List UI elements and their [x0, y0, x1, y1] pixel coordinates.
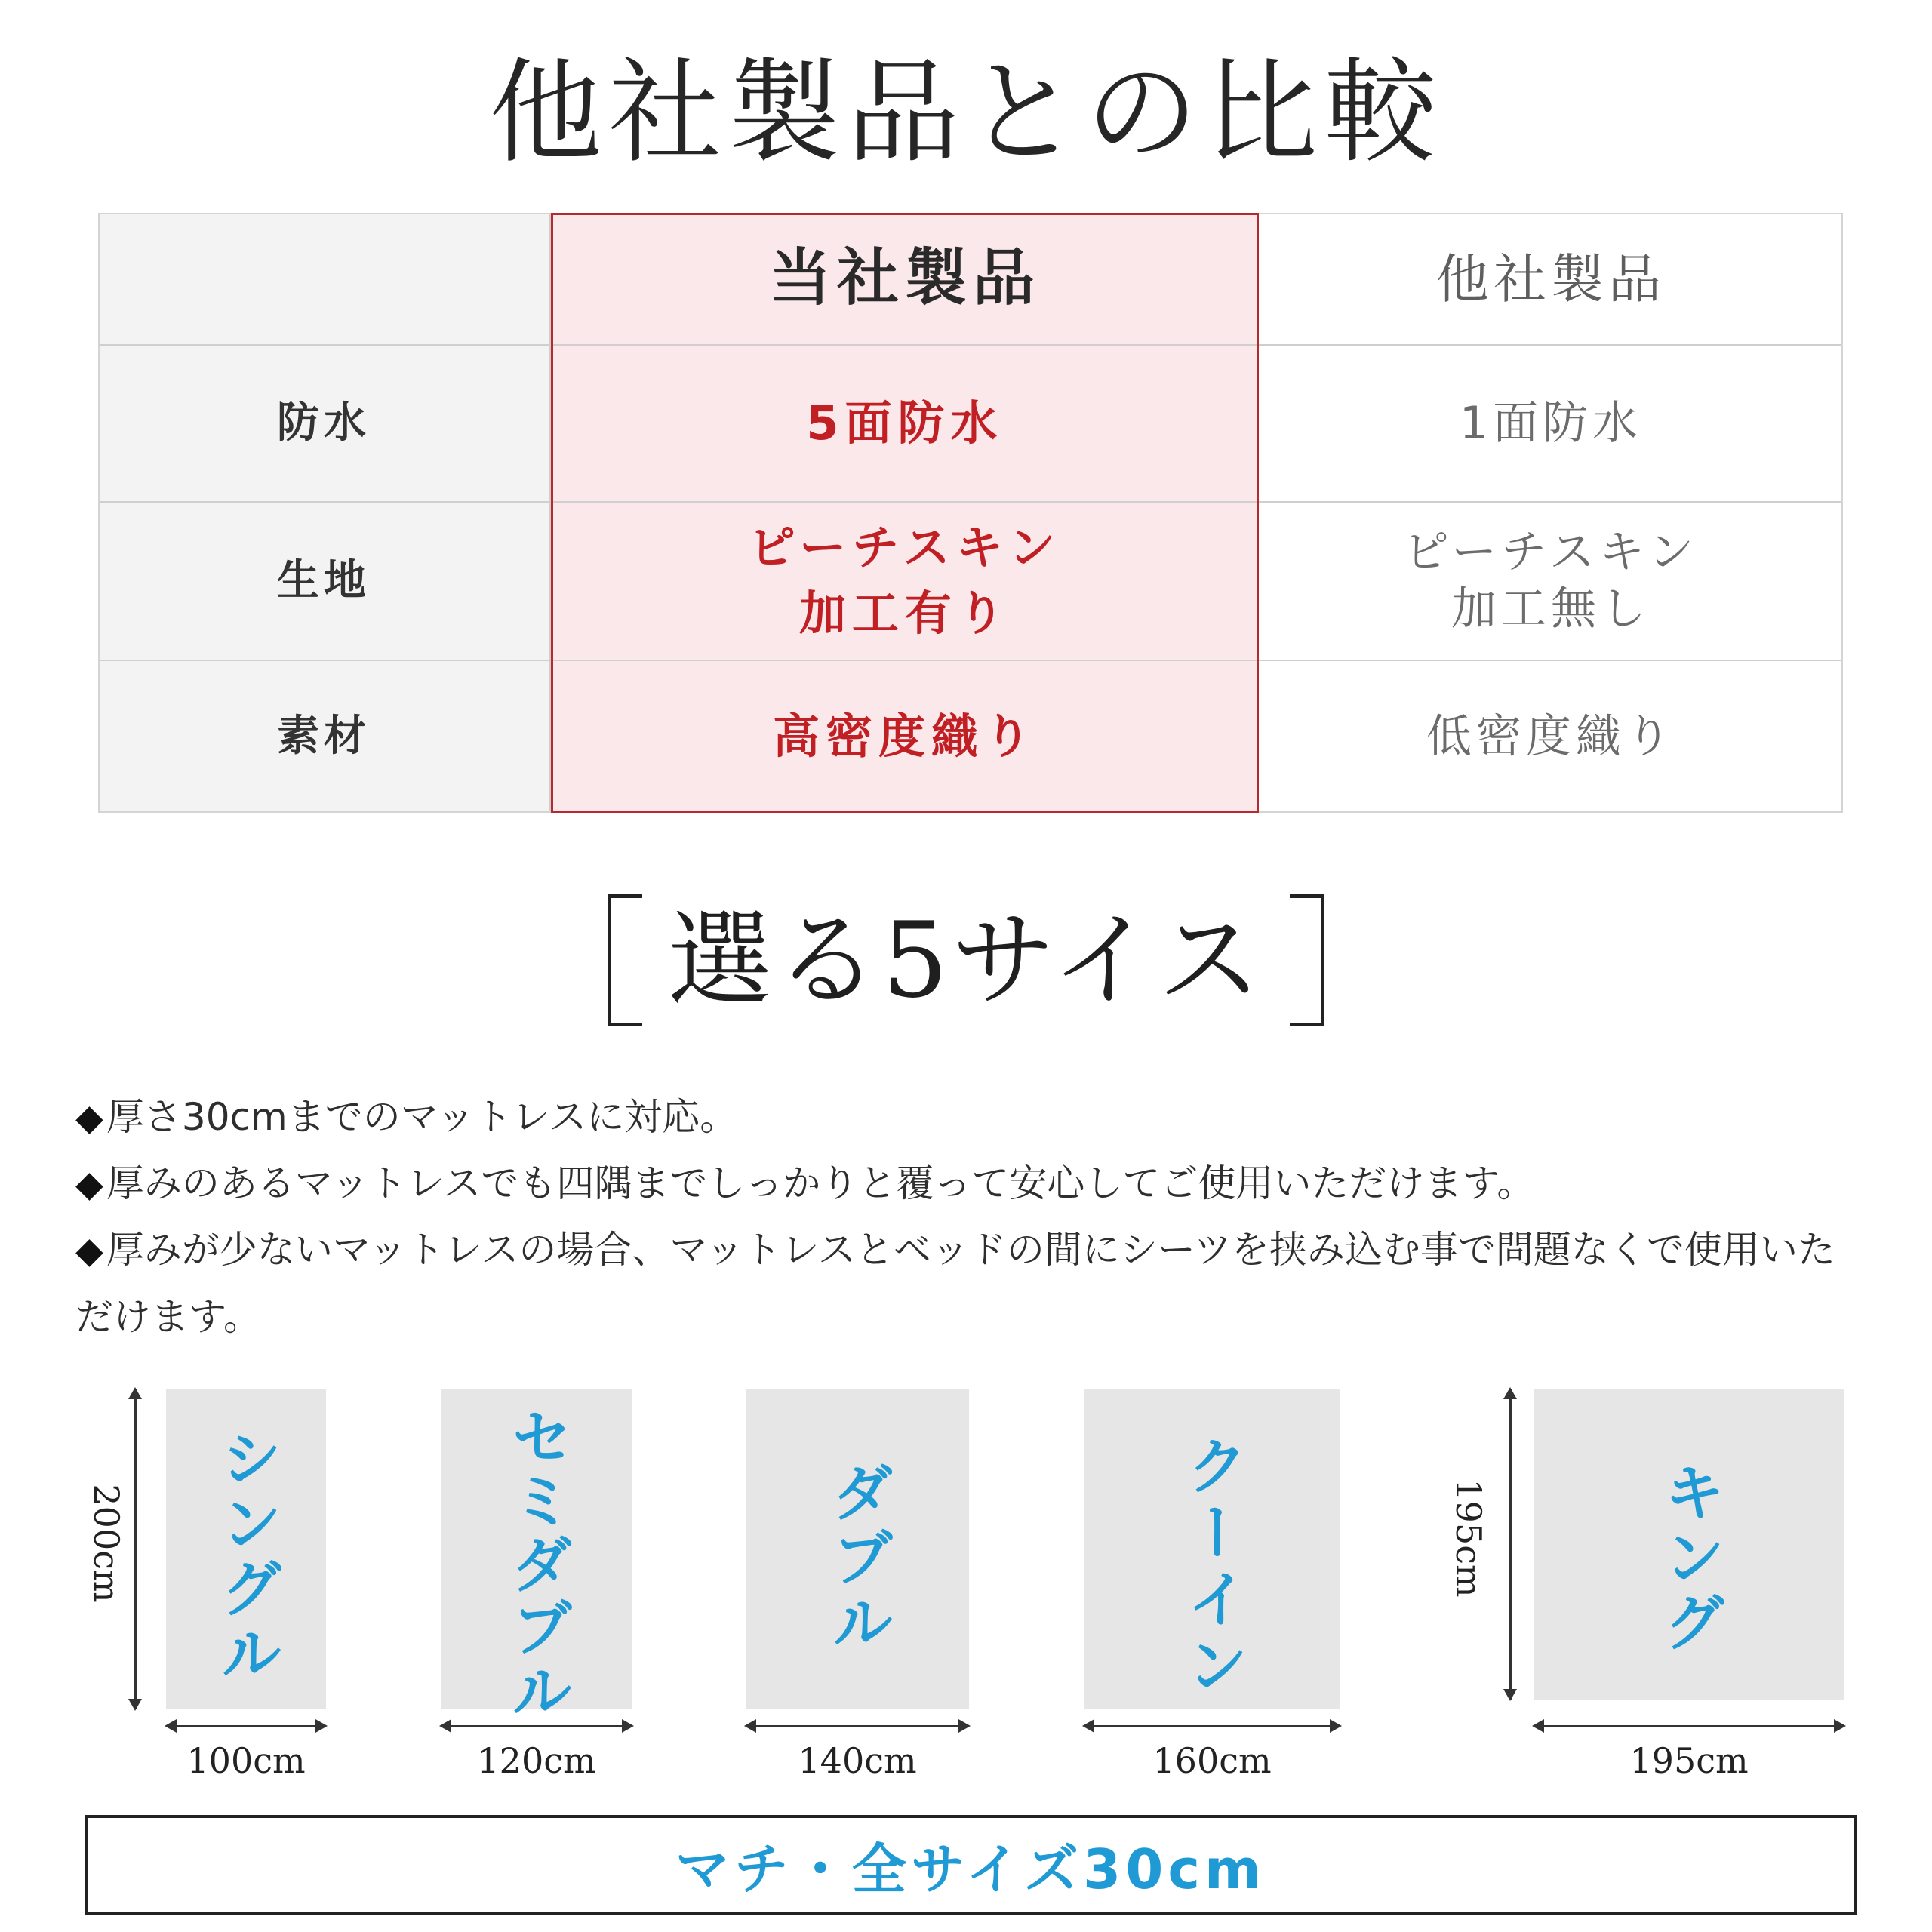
right-bracket	[1290, 894, 1324, 1026]
width-arrow	[441, 1725, 632, 1727]
length-arrow	[1509, 1389, 1512, 1700]
size-name-single: シングル	[211, 1426, 283, 1686]
note-3	[75, 1217, 1872, 1350]
width-arrow	[166, 1725, 326, 1727]
page-title: 他社製品との比較	[488, 48, 1443, 179]
gusset-note-box: マチ・全サイズ30cm	[85, 1815, 1857, 1915]
width-label-semidouble: 120cm	[477, 1740, 596, 1781]
size-name-semidouble: セミダブル	[501, 1405, 574, 1722]
note-text: 厚みが少ないマットレスの場合、マットレスとベッドの間にシーツを挟み込む事で問題なくで使用いただけます。	[75, 1228, 1835, 1339]
ours-fabric: ピーチスキン 加工有り	[551, 502, 1259, 660]
width-arrow	[1084, 1725, 1340, 1727]
width-label-single: 100cm	[186, 1740, 306, 1781]
size-name-double: ダブル	[822, 1460, 894, 1655]
note-text: 厚さ30cmまでのマットレスに対応。	[106, 1095, 738, 1139]
ours-waterproof: 5面防水	[551, 345, 1259, 502]
note-1	[75, 1084, 1872, 1151]
length-arrow	[134, 1389, 137, 1709]
length-label-standard: 200cm	[86, 1484, 127, 1603]
diamond-bullet-icon: ◆	[75, 1097, 103, 1139]
size-name-king: キング	[1654, 1460, 1726, 1655]
diamond-bullet-icon: ◆	[75, 1163, 103, 1205]
our-product-highlight	[551, 213, 1259, 813]
width-arrow	[1534, 1725, 1844, 1727]
others-fabric: ピーチスキン 加工無し	[1259, 502, 1843, 660]
width-label-king: 195cm	[1629, 1740, 1749, 1781]
header-other-products: 他社製品	[1259, 213, 1843, 345]
row-label-material: 素材	[98, 660, 551, 813]
diamond-bullet-icon: ◆	[75, 1229, 103, 1272]
sizes-heading: 選る5サイス	[667, 900, 1265, 1021]
row-label-fabric: 生地	[98, 502, 551, 660]
ours-material: 高密度織り	[551, 660, 1259, 813]
note-text: 厚みのあるマットレスでも四隅までしっかりと覆って安心してご使用いただけます。	[106, 1161, 1535, 1205]
note-2	[75, 1150, 1872, 1217]
others-material: 低密度織り	[1259, 660, 1843, 813]
width-label-double: 140cm	[798, 1740, 917, 1781]
comparison-table	[98, 213, 1843, 813]
width-arrow	[746, 1725, 969, 1727]
left-bracket	[608, 894, 642, 1026]
others-waterproof: 1面防水	[1259, 345, 1843, 502]
width-label-queen: 160cm	[1152, 1740, 1272, 1781]
length-label-king: 195cm	[1448, 1478, 1489, 1598]
header-our-product: 当社製品	[551, 213, 1259, 345]
size-name-queen: クーイン	[1177, 1434, 1249, 1700]
row-label-waterproof: 防水	[98, 345, 551, 502]
